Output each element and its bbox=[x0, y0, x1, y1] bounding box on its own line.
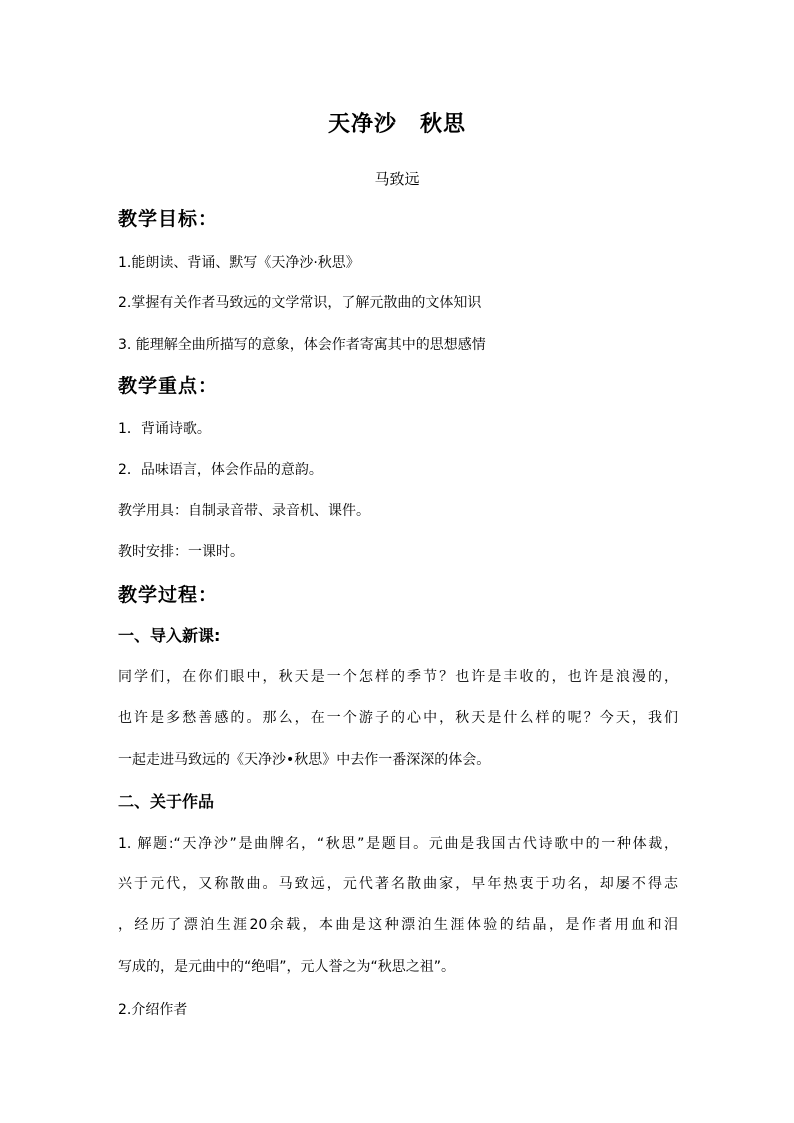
teaching-schedule: 教时安排：一课时。 bbox=[118, 544, 244, 560]
goal-item-2: 2.掌握有关作者马致远的文学常识，了解元散曲的文体知识 bbox=[118, 295, 482, 311]
intro-paragraph-line: 也许是多愁善感的。那么，在一个游子的心中，秋天是什么样的呢？今天，我们 bbox=[118, 710, 678, 726]
about-work-paragraph-line: ，经历了漂泊生涯20余载，本曲是这种漂泊生涯体验的结晶，是作者用血和泪 bbox=[118, 917, 678, 933]
about-work-paragraph-line: 写成的，是元曲中的“绝唱”，元人誉之为“秋思之祖”。 bbox=[118, 959, 456, 975]
about-work-paragraph-line: 1. 解题:“天净沙”是曲牌名，“秋思”是题目。元曲是我国古代诗歌中的一种体裁， bbox=[118, 836, 678, 852]
goal-item-1: 1.能朗读、背诵、默写《天净沙·秋思》 bbox=[118, 255, 360, 271]
intro-paragraph-line: 同学们，在你们眼中，秋天是一个怎样的季节？也许是丰收的，也许是浪漫的， bbox=[118, 669, 678, 685]
heading-teaching-goals: 教学目标： bbox=[118, 208, 219, 230]
document-title: 天净沙 秋思 bbox=[327, 111, 466, 137]
key-point-item-2: 2．品味语言，体会作品的意韵。 bbox=[118, 462, 323, 478]
about-work-paragraph-line: 兴于元代，又称散曲。马致远，元代著名散曲家，早年热衷于功名，却屡不得志 bbox=[118, 876, 678, 892]
intro-paragraph-line: 一起走进马致远的《天净沙•秋思》中去作一番深深的体会。 bbox=[118, 752, 491, 768]
goal-item-3: 3. 能理解全曲所描写的意象，体会作者寄寓其中的思想感情 bbox=[118, 337, 486, 353]
heading-part-1-intro: 一、导入新课: bbox=[118, 626, 221, 645]
heading-teaching-process: 教学过程： bbox=[118, 584, 219, 606]
heading-key-points: 教学重点： bbox=[118, 375, 219, 397]
teaching-tools: 教学用具：自制录音带、录音机、课件。 bbox=[118, 503, 370, 519]
heading-part-2-about-work: 二、关于作品 bbox=[118, 792, 215, 811]
key-point-item-1: 1．背诵诗歌。 bbox=[118, 421, 211, 437]
document-author: 马致远 bbox=[374, 170, 420, 188]
introduce-author-item: 2.介绍作者 bbox=[118, 1002, 188, 1018]
